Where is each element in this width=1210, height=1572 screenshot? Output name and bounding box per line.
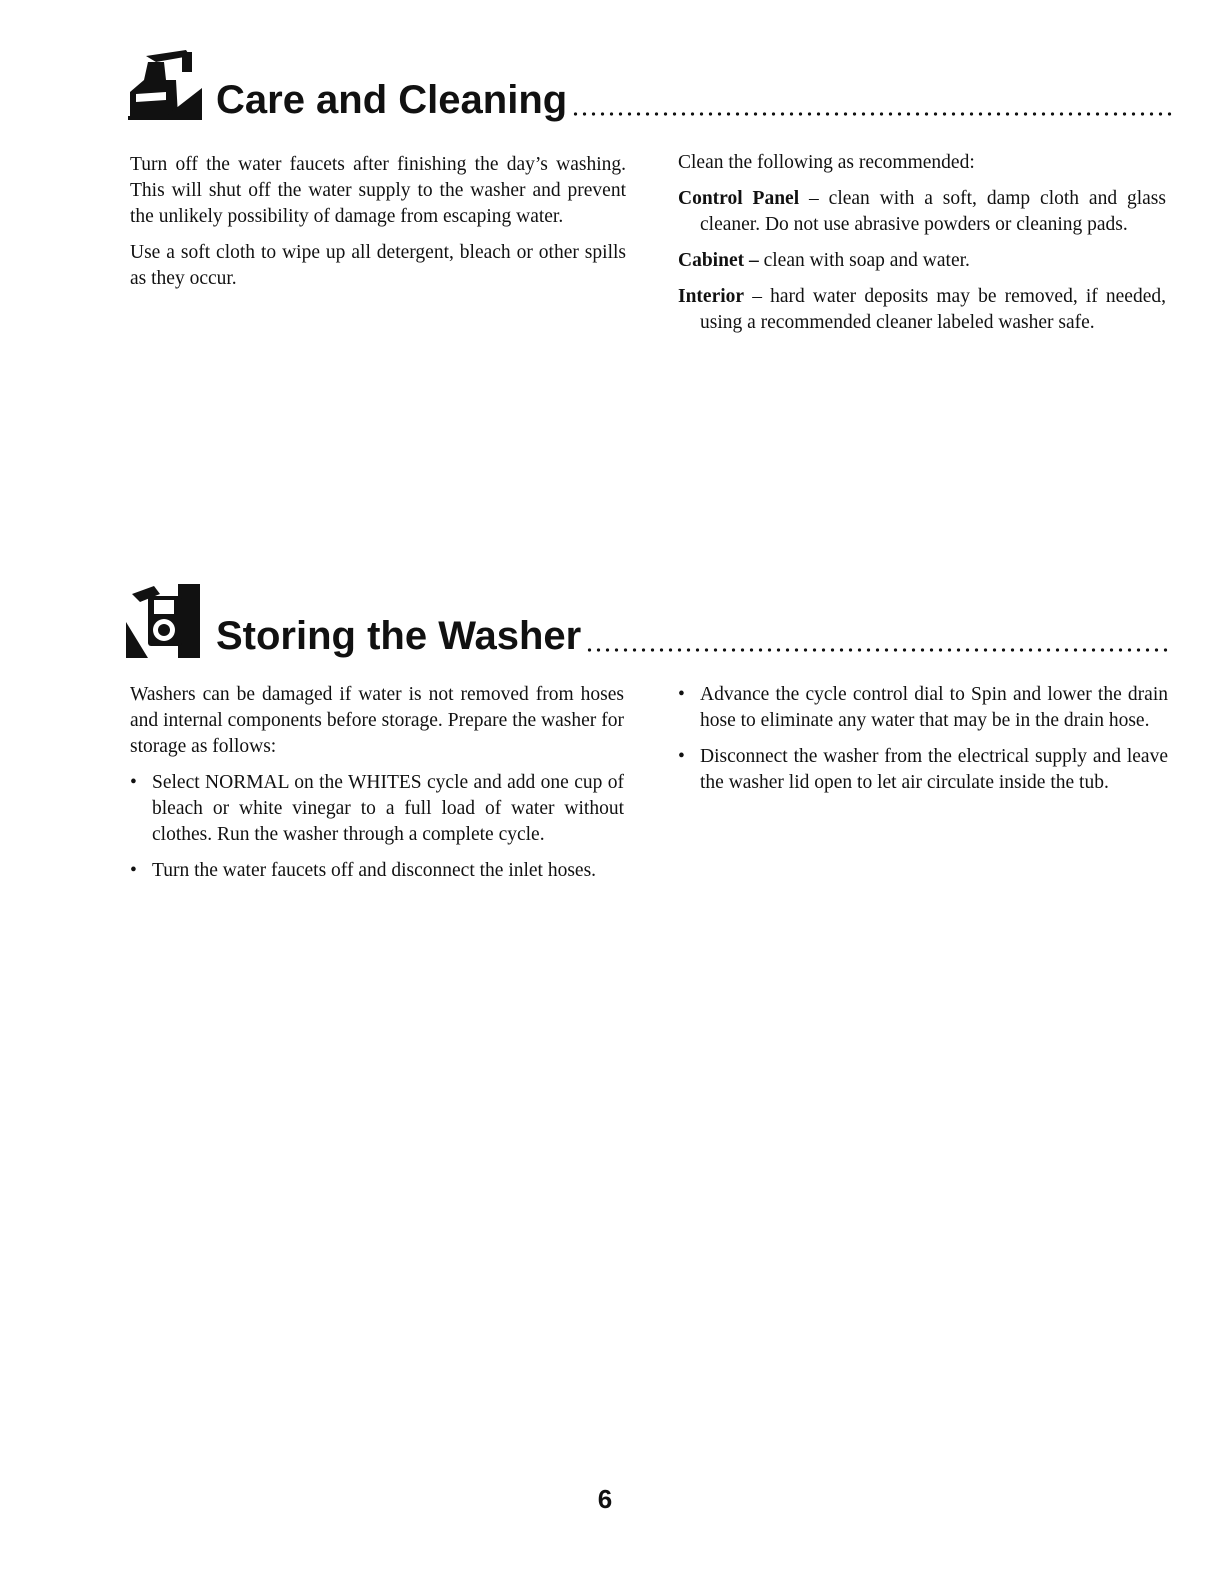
care-item-term: Control Panel — [678, 188, 800, 209]
storing-bullet — [130, 858, 624, 884]
care-title: Care and Cleaning — [216, 78, 568, 122]
care-item-interior — [678, 284, 1166, 336]
washer-storage-icon — [126, 582, 204, 658]
care-item-text: clean with soap and water. — [758, 250, 970, 271]
care-item-text: – hard water deposits may be removed, if needed, using a recommended cleaner labeled washer safe. — [700, 286, 1166, 333]
care-paragraph: Turn off the water faucets after finishing the day’s washing. This will shut off the water supply to the washer and prevent the unlikely possibility of damage from escaping water. — [130, 154, 626, 227]
bullet-text: Disconnect the washer from the electrical supply and leave the washer lid open to let air circulate inside the tub. — [700, 746, 1168, 793]
storing-bullet — [130, 770, 624, 848]
bullet-marker: • — [130, 860, 137, 881]
storing-bullet — [678, 682, 1168, 734]
storing-right-column — [678, 682, 1168, 806]
page-number: 6 — [597, 1484, 613, 1514]
storing-bullet — [678, 744, 1168, 796]
care-item-text: – clean with a soft, damp cloth and glass cleaner. Do not use abrasive powders or cleaning pads. — [700, 188, 1166, 235]
bullet-text: Select NORMAL on the WHITES cycle and add one cup of bleach or white vinegar to a full load of water without clothes. Run the washer through a complete cycle. — [152, 772, 624, 845]
storing-title: Storing the Washer — [216, 614, 582, 658]
care-item-term: Cabinet – — [678, 250, 759, 271]
storing-title-leader — [585, 648, 1172, 652]
care-right-column — [678, 150, 1166, 346]
care-item-term: Interior — [678, 286, 745, 307]
bullet-marker: • — [678, 746, 685, 767]
bullet-text: Turn the water faucets off and disconnect the inlet hoses. — [152, 860, 597, 881]
bullet-marker: • — [130, 772, 137, 793]
spray-bottle-icon — [126, 46, 204, 122]
storing-intro: Washers can be damaged if water is not removed from hoses and internal components before storage. Prepare the washer for storage as follows: — [130, 684, 624, 757]
bullet-text: Advance the cycle control dial to Spin and lower the drain hose to eliminate any water that may be in the drain hose. — [700, 684, 1168, 731]
care-title-leader — [571, 112, 1172, 116]
care-item-control-panel — [678, 186, 1166, 238]
bullet-marker: • — [678, 684, 685, 705]
storing-section-header — [126, 582, 1172, 658]
care-section-header — [126, 46, 1172, 122]
care-intro: Clean the following as recommended: — [678, 152, 975, 173]
care-paragraph: Use a soft cloth to wipe up all detergent, bleach or other spills as they occur. — [130, 242, 626, 289]
care-left-column — [130, 152, 626, 302]
storing-left-column — [130, 682, 624, 894]
care-item-cabinet — [678, 248, 1166, 274]
